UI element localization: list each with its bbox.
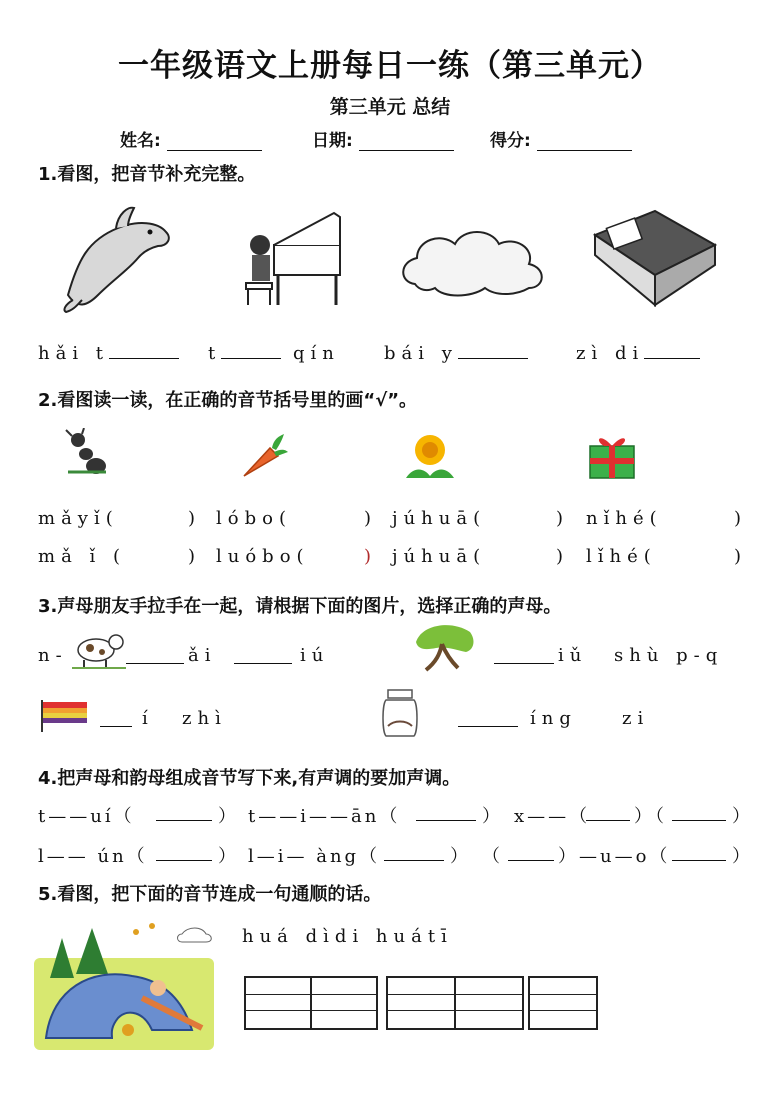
q2-paren-close[interactable]: ) xyxy=(734,546,748,567)
answer-blank[interactable] xyxy=(234,645,292,664)
cloud-icon xyxy=(395,222,553,302)
q1-item-2-text: t xyxy=(208,343,222,364)
name-field[interactable] xyxy=(120,126,262,151)
answer-blank[interactable] xyxy=(458,708,518,727)
q3-final-text: iú xyxy=(300,645,330,666)
worksheet-title: 一年级语文上册每日一练（第三单元） xyxy=(118,48,662,84)
q3-final-text: iǔ xyxy=(558,645,588,666)
q1-item-4[interactable] xyxy=(576,340,700,364)
answer-blank[interactable] xyxy=(384,842,444,861)
flag-icon xyxy=(38,698,90,732)
q1-item-2-suffix: qín xyxy=(281,343,340,364)
gift-box-icon xyxy=(584,428,640,484)
q3-instruction: 3.声母朋友手拉手在一起，请根据下面的图片，选择正确的声母。 xyxy=(38,596,562,617)
writing-grid-3[interactable] xyxy=(528,976,598,1030)
answer-blank[interactable] xyxy=(100,708,132,727)
writing-grid-2[interactable] xyxy=(386,976,524,1030)
answer-blank[interactable] xyxy=(494,645,554,664)
q2-paren-close[interactable]: ) xyxy=(188,546,202,567)
q2-option-text: lóbo( xyxy=(216,508,292,529)
answer-blank[interactable] xyxy=(156,842,212,861)
answer-blank[interactable] xyxy=(416,802,476,821)
q3-hint-text: zhì xyxy=(182,708,227,729)
playground-slide-icon xyxy=(32,918,216,1052)
q2-paren-close[interactable]: ) xyxy=(734,508,748,529)
score-line xyxy=(537,132,632,151)
answer-blank[interactable] xyxy=(109,340,179,359)
q3-final-text: íng xyxy=(530,708,577,729)
answer-blank[interactable] xyxy=(156,802,212,821)
q4-syllable-text: （ xyxy=(482,846,503,867)
q4-paren-close: ） xyxy=(732,846,753,867)
ant-icon xyxy=(60,428,110,480)
q2-option-text: nǐhé( xyxy=(586,508,663,529)
answer-blank[interactable] xyxy=(458,340,528,359)
q4-syllable-text: t——uí（ xyxy=(38,806,135,827)
q2-option-text: lǐhé( xyxy=(586,546,657,567)
name-label: 姓名: xyxy=(120,131,161,151)
q2-option-text: júhuā( xyxy=(392,546,487,567)
answer-blank[interactable] xyxy=(221,340,281,359)
q4-instruction: 4.把声母和韵母组成音节写下来,有声调的要加声调。 xyxy=(38,768,461,789)
dolphin-icon xyxy=(58,200,178,315)
cow-icon xyxy=(70,626,126,670)
q4-syllable-text: l—— ún（ xyxy=(38,846,148,867)
answer-blank[interactable] xyxy=(586,802,630,821)
date-label: 日期: xyxy=(312,131,353,151)
q5-instruction: 5.看图，把下面的音节连成一句通顺的话。 xyxy=(38,884,382,905)
q2-option-text: júhuā( xyxy=(392,508,487,529)
q3-hint-text: shù p-q xyxy=(614,645,724,666)
q2-instruction: 2.看图读一读，在正确的音节括号里的画“√”。 xyxy=(38,390,418,411)
q4-syllable-text: x——（ xyxy=(514,806,591,827)
answer-blank[interactable] xyxy=(672,842,726,861)
answer-blank[interactable] xyxy=(644,340,700,359)
q4-paren-close: ）（ xyxy=(634,806,667,827)
q4-syllable-text: l—i— àng（ xyxy=(248,846,381,867)
worksheet-subtitle: 第三单元 总结 xyxy=(329,96,451,118)
q4-paren-close: ） xyxy=(732,806,753,827)
q2-paren-close[interactable]: ) xyxy=(364,508,378,529)
q4-paren-close: ） xyxy=(450,846,471,867)
piano-icon xyxy=(238,205,348,313)
q1-item-3-text: bái y xyxy=(384,343,458,364)
q1-item-1[interactable] xyxy=(38,340,179,364)
sunflower-icon xyxy=(400,428,460,484)
q2-paren-close[interactable]: ) xyxy=(188,508,202,529)
q4-paren-close: ） xyxy=(218,846,239,867)
writing-grid-1[interactable] xyxy=(244,976,378,1030)
q4-paren-close: ） xyxy=(218,806,239,827)
q1-item-4-text: zì di xyxy=(576,343,645,364)
q4-syllable-text: ）—u—o（ xyxy=(558,846,671,867)
q5-syllables: huá dìdi huátī xyxy=(242,926,453,947)
q2-option-text: luóbo( xyxy=(216,546,310,567)
q3-final-text: í xyxy=(142,708,154,729)
q4-paren-close: ） xyxy=(482,806,503,827)
dictionary-icon xyxy=(585,205,723,313)
answer-blank[interactable] xyxy=(672,802,726,821)
score-label: 得分: xyxy=(490,131,531,151)
willow-tree-icon xyxy=(412,620,478,672)
name-line xyxy=(167,132,262,151)
answer-blank[interactable] xyxy=(508,842,554,861)
q3-hint-text: n- xyxy=(38,645,68,666)
q2-option-text: mǎyǐ( xyxy=(38,508,119,529)
jar-icon xyxy=(378,688,422,740)
q2-paren-close[interactable]: ) xyxy=(556,546,570,567)
q3-final-text: ǎi xyxy=(188,645,217,666)
date-field[interactable] xyxy=(312,126,454,151)
answer-blank[interactable] xyxy=(126,645,184,664)
carrot-icon xyxy=(236,430,288,482)
q1-item-1-text: hǎi t xyxy=(38,343,110,364)
q2-paren-close[interactable]: ) xyxy=(556,508,570,529)
q1-item-2[interactable] xyxy=(208,340,340,364)
q1-instruction: 1.看图，把音节补充完整。 xyxy=(38,164,256,185)
q2-paren-close[interactable]: ) xyxy=(364,546,378,567)
q1-item-3[interactable] xyxy=(384,340,528,364)
score-field[interactable] xyxy=(490,126,632,151)
q3-hint-text: zi xyxy=(622,708,650,729)
q4-syllable-text: t——i——ān（ xyxy=(248,806,401,827)
date-line xyxy=(359,132,454,151)
q2-option-text: mǎ ǐ ( xyxy=(38,546,127,567)
